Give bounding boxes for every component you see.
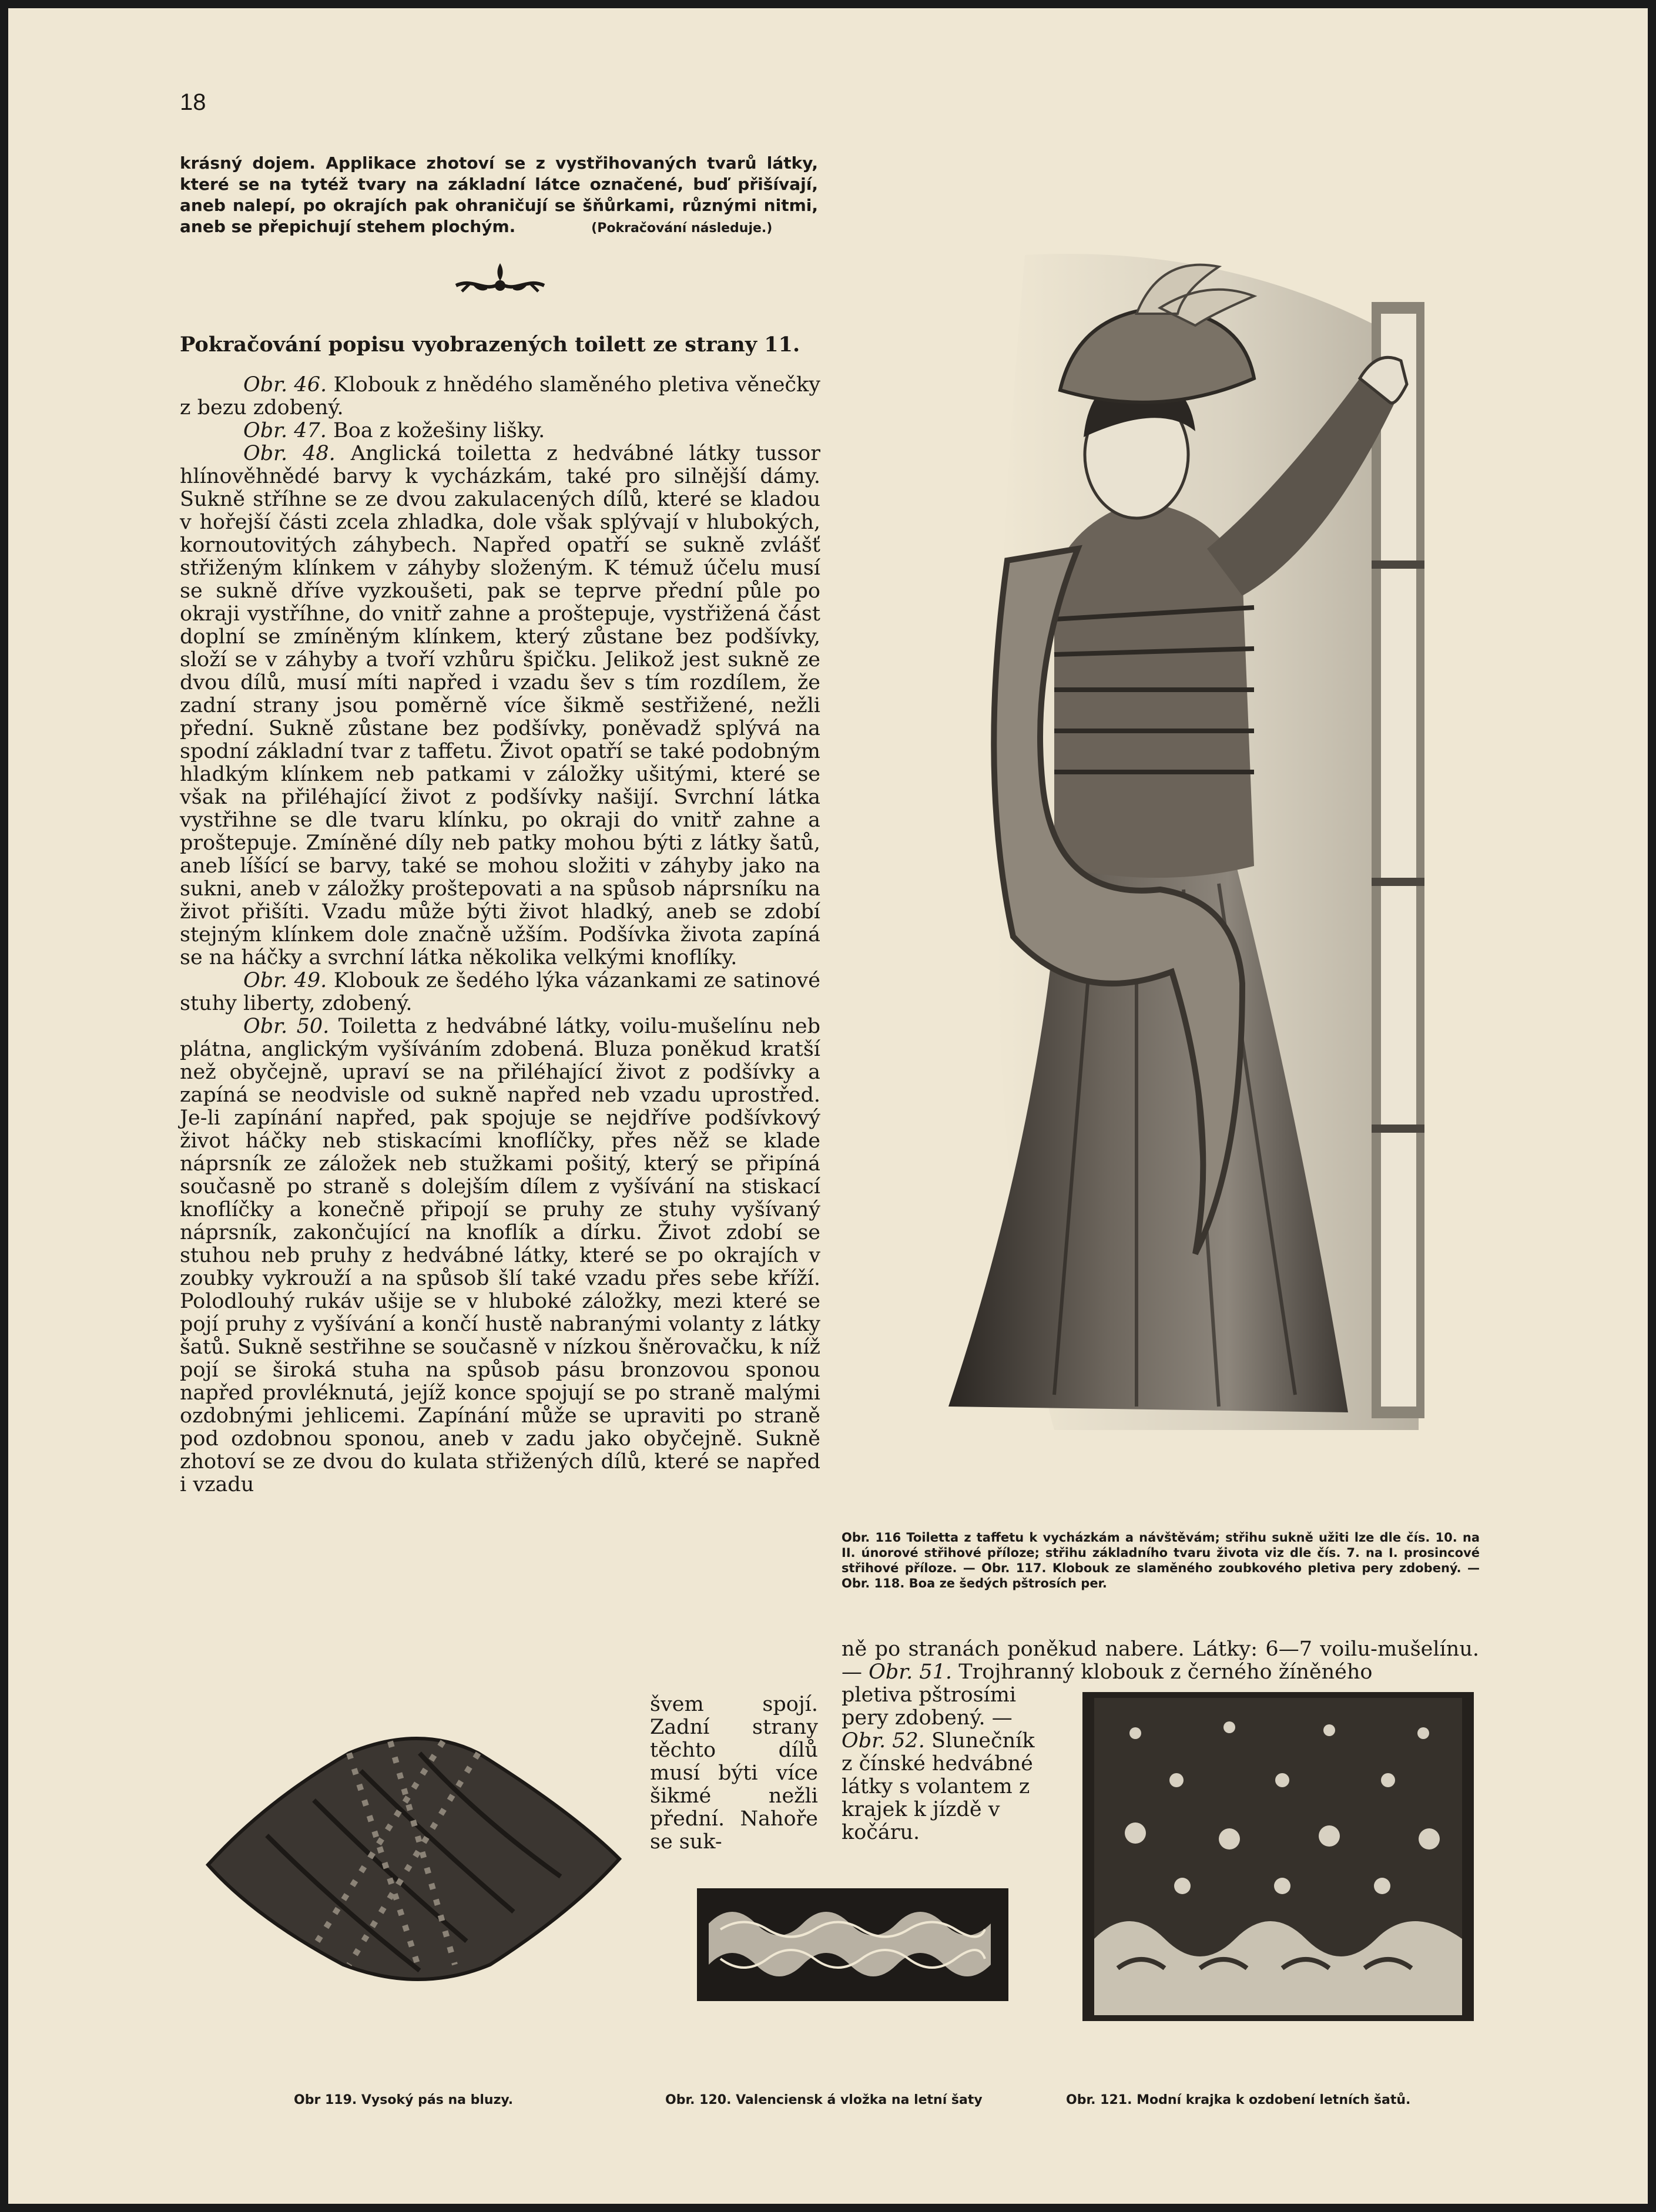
section-heading: Pokračování popisu vyobrazených toilett ze strany 11. — [180, 333, 800, 357]
obr-52-label: Obr. 52. — [842, 1729, 925, 1753]
entry-text: Klobouk ze šedého lýka vázankami ze satinové stuhy liberty, zdobený. — [180, 969, 820, 1015]
entry-text: Anglická toiletta z hedvábné látky tussor hlínověhnědé barvy k vycházkám, také pro silnější dámy. Sukně stříhne se ze dvou zakulacených dílů, které se kladou v hořejší části zcela zhladka, dole však splývají v hlubokých, kornoutovitých záhybech. Napřed opatří se sukně zvlášť střiženým klínkem v záhyby složeným. K témuž účelu musí se sukně dříve vyzkoušeti, pak se teprve přední půle po okraji vystříhne, do vnitř zahne a proštepuje, vystřižená část doplní se zmíněným klínkem, který zůstane bez podšívky, složí se v záhyby a tvoří vzhůru špičku. Jelikož jest sukně ze dvou dílů, musí míti napřed i vzadu šev s tím rozdílem, že zadní strany jsou poměrně více šikmě sestřižené, nežli přední. Sukně zůstane bez podšívky, poněvadž splývá na spodní základní tvar z taffetu. Život opatří se také podobným hladkým klínkem neb patkami v záložky ušitými, které se však na přiléhající život z podšívky našijí. Svrchní látka vystřihne se dle tvaru klínku, po okraji do vnitř zahne a proštepuje. Zmíněné díly neb patky mohou býti z látky šatů, aneb líšící se barvy, také se mohou složiti v záhyby jako na sukni, aneb v záložky proštepovati a na spůsob náprsníku na život přišíti. Vzadu může býti život hladký, aneb se zdobí stejným klínkem dole značně užším. Podšívka života zapíná se na háčky a svrchní látka několika velkými knoflíky. — [180, 442, 820, 969]
column-right-text — [842, 1638, 1479, 1684]
obr-51-text-a: Trojhranný klobouk z černého žíněného — [958, 1660, 1373, 1684]
fashion-illustration-toilette — [831, 243, 1454, 1430]
entry-obr-47 — [180, 419, 820, 442]
caption-obr-120: Obr. 120. Valenciensk á vložka na letní šaty — [665, 2093, 983, 2107]
entry-label: Obr. 49. — [243, 969, 327, 992]
magazine-page — [8, 8, 1648, 2204]
entry-obr-50 — [180, 1015, 820, 1496]
obr-51-text-b: pletiva pštrosími pery zdobený. — — [842, 1683, 1017, 1730]
page-number: 18 — [180, 89, 206, 115]
ornament-divider — [450, 260, 550, 302]
entry-text: Klobouk z hnědého slaměného pletiva věnečky z bezu zdobený. — [180, 373, 820, 419]
main-column-left — [180, 374, 820, 1496]
caption-obr-121: Obr. 121. Modní krajka k ozdobení letních šatů. — [1066, 2093, 1411, 2107]
entry-label: Obr. 50. — [243, 1015, 330, 1038]
lace-trim-illustration — [1082, 1692, 1474, 2021]
belt-illustration — [196, 1718, 631, 1994]
column-right-narrow — [842, 1684, 1040, 1844]
obr-52-text: Slunečník z čínské hedvábné látky s volantem z krajek k jízdě v kočáru. — [842, 1729, 1035, 1844]
entry-text: Toiletta z hedvábné látky, voilu-mušelínu neb plátna, anglickým vyšíváním zdobená. Bluza poněkud kratší než obyčejně, upraví se na přiléhající život z podšívky a zapíná se neodvisle od sukně napřed neb vzadu uprostřed. Je-li zapínání napřed, pak spojuje se nejdříve podšívkový život háčky neb stiskacími knoflíčky, přes něž se klade náprsník ze záložek neb stužkami pošitý, který se připíná současně po straně s dolejším dílem z vyšívání na stiskací knoflíčky a konečně připojí se pruhy ze stuhy vyšívaný náprsník, zakončující na knoflík a dírku. Život zdobí se stuhou neb pruhy z hedvábné látky, které se po okrajích v zoubky vykrouží a na spůsob šlí také vzadu přes sebe kříží. Polodlouhý rukáv ušije se v hluboké záložky, mezi které se pojí pruhy z vyšívání a končí hustě nabranými volanty z látky šatů. Sukně sestřihne se současně v nízkou šněrovačku, k níž pojí se široká stuha na spůsob pásu bronzovou sponou napřed provléknutá, jejíž konce spojují se po straně malými ozdobnými jehlicemi. Zapínání může se upraviti po straně pod ozdobnou sponou, aneb v zadu jako obyčejně. Sukně zhotoví se ze dvou do kulata střižených dílů, které se napřed i vzadu — [180, 1015, 820, 1496]
entry-obr-48 — [180, 442, 820, 969]
entry-text: Boa z kožešiny lišky. — [333, 419, 545, 442]
column-left-tail: švem spojí. Zadní strany těchto dílů musí býti více šikmé nežli přední. Nahoře se suk- — [650, 1693, 818, 1854]
col2-line1: ně po stranách poněkud nabere. Látky: 6—7 voilu-mušelínu. — — [842, 1637, 1479, 1684]
obr-51-label: Obr. 51. — [869, 1660, 953, 1684]
intro-text: krásný dojem. Applikace zhotoví se z vystřihovaných tvarů látky, které se na tytéž tvary na základní látce označené, buď přišívají, aneb nalepí, po okrajích pak ohraničují se šňůrkami, různými nitmi, aneb se přepichují stehem plochým. — [180, 153, 818, 236]
entry-obr-49 — [180, 969, 820, 1015]
intro-paragraph — [180, 153, 818, 239]
entry-label: Obr. 48. — [243, 442, 336, 465]
entry-label: Obr. 47. — [243, 419, 327, 442]
caption-text: Obr. 116 Toiletta z taffetu k vycházkám a návštěvám; střihu sukně užiti lze dle čís. 10. na II. únorové střihové příloze; střihu základního tvaru života viz dle čís. 7. na I. prosincové střihové příloze. — Obr. 117. Klobouk ze slaměného zoubkového pletiva pery zdobený. — Obr. 118. Boa ze šedých pštrosích per. — [842, 1530, 1480, 1590]
caption-obr-119: Obr 119. Vysoký pás na bluzy. — [294, 2093, 514, 2107]
entry-obr-46 — [180, 374, 820, 419]
caption-obr-116 — [842, 1530, 1480, 1591]
lace-insert-illustration — [697, 1888, 1008, 2001]
entry-label: Obr. 46. — [243, 373, 327, 397]
continued-note: (Pokračování následuje.) — [591, 221, 773, 236]
